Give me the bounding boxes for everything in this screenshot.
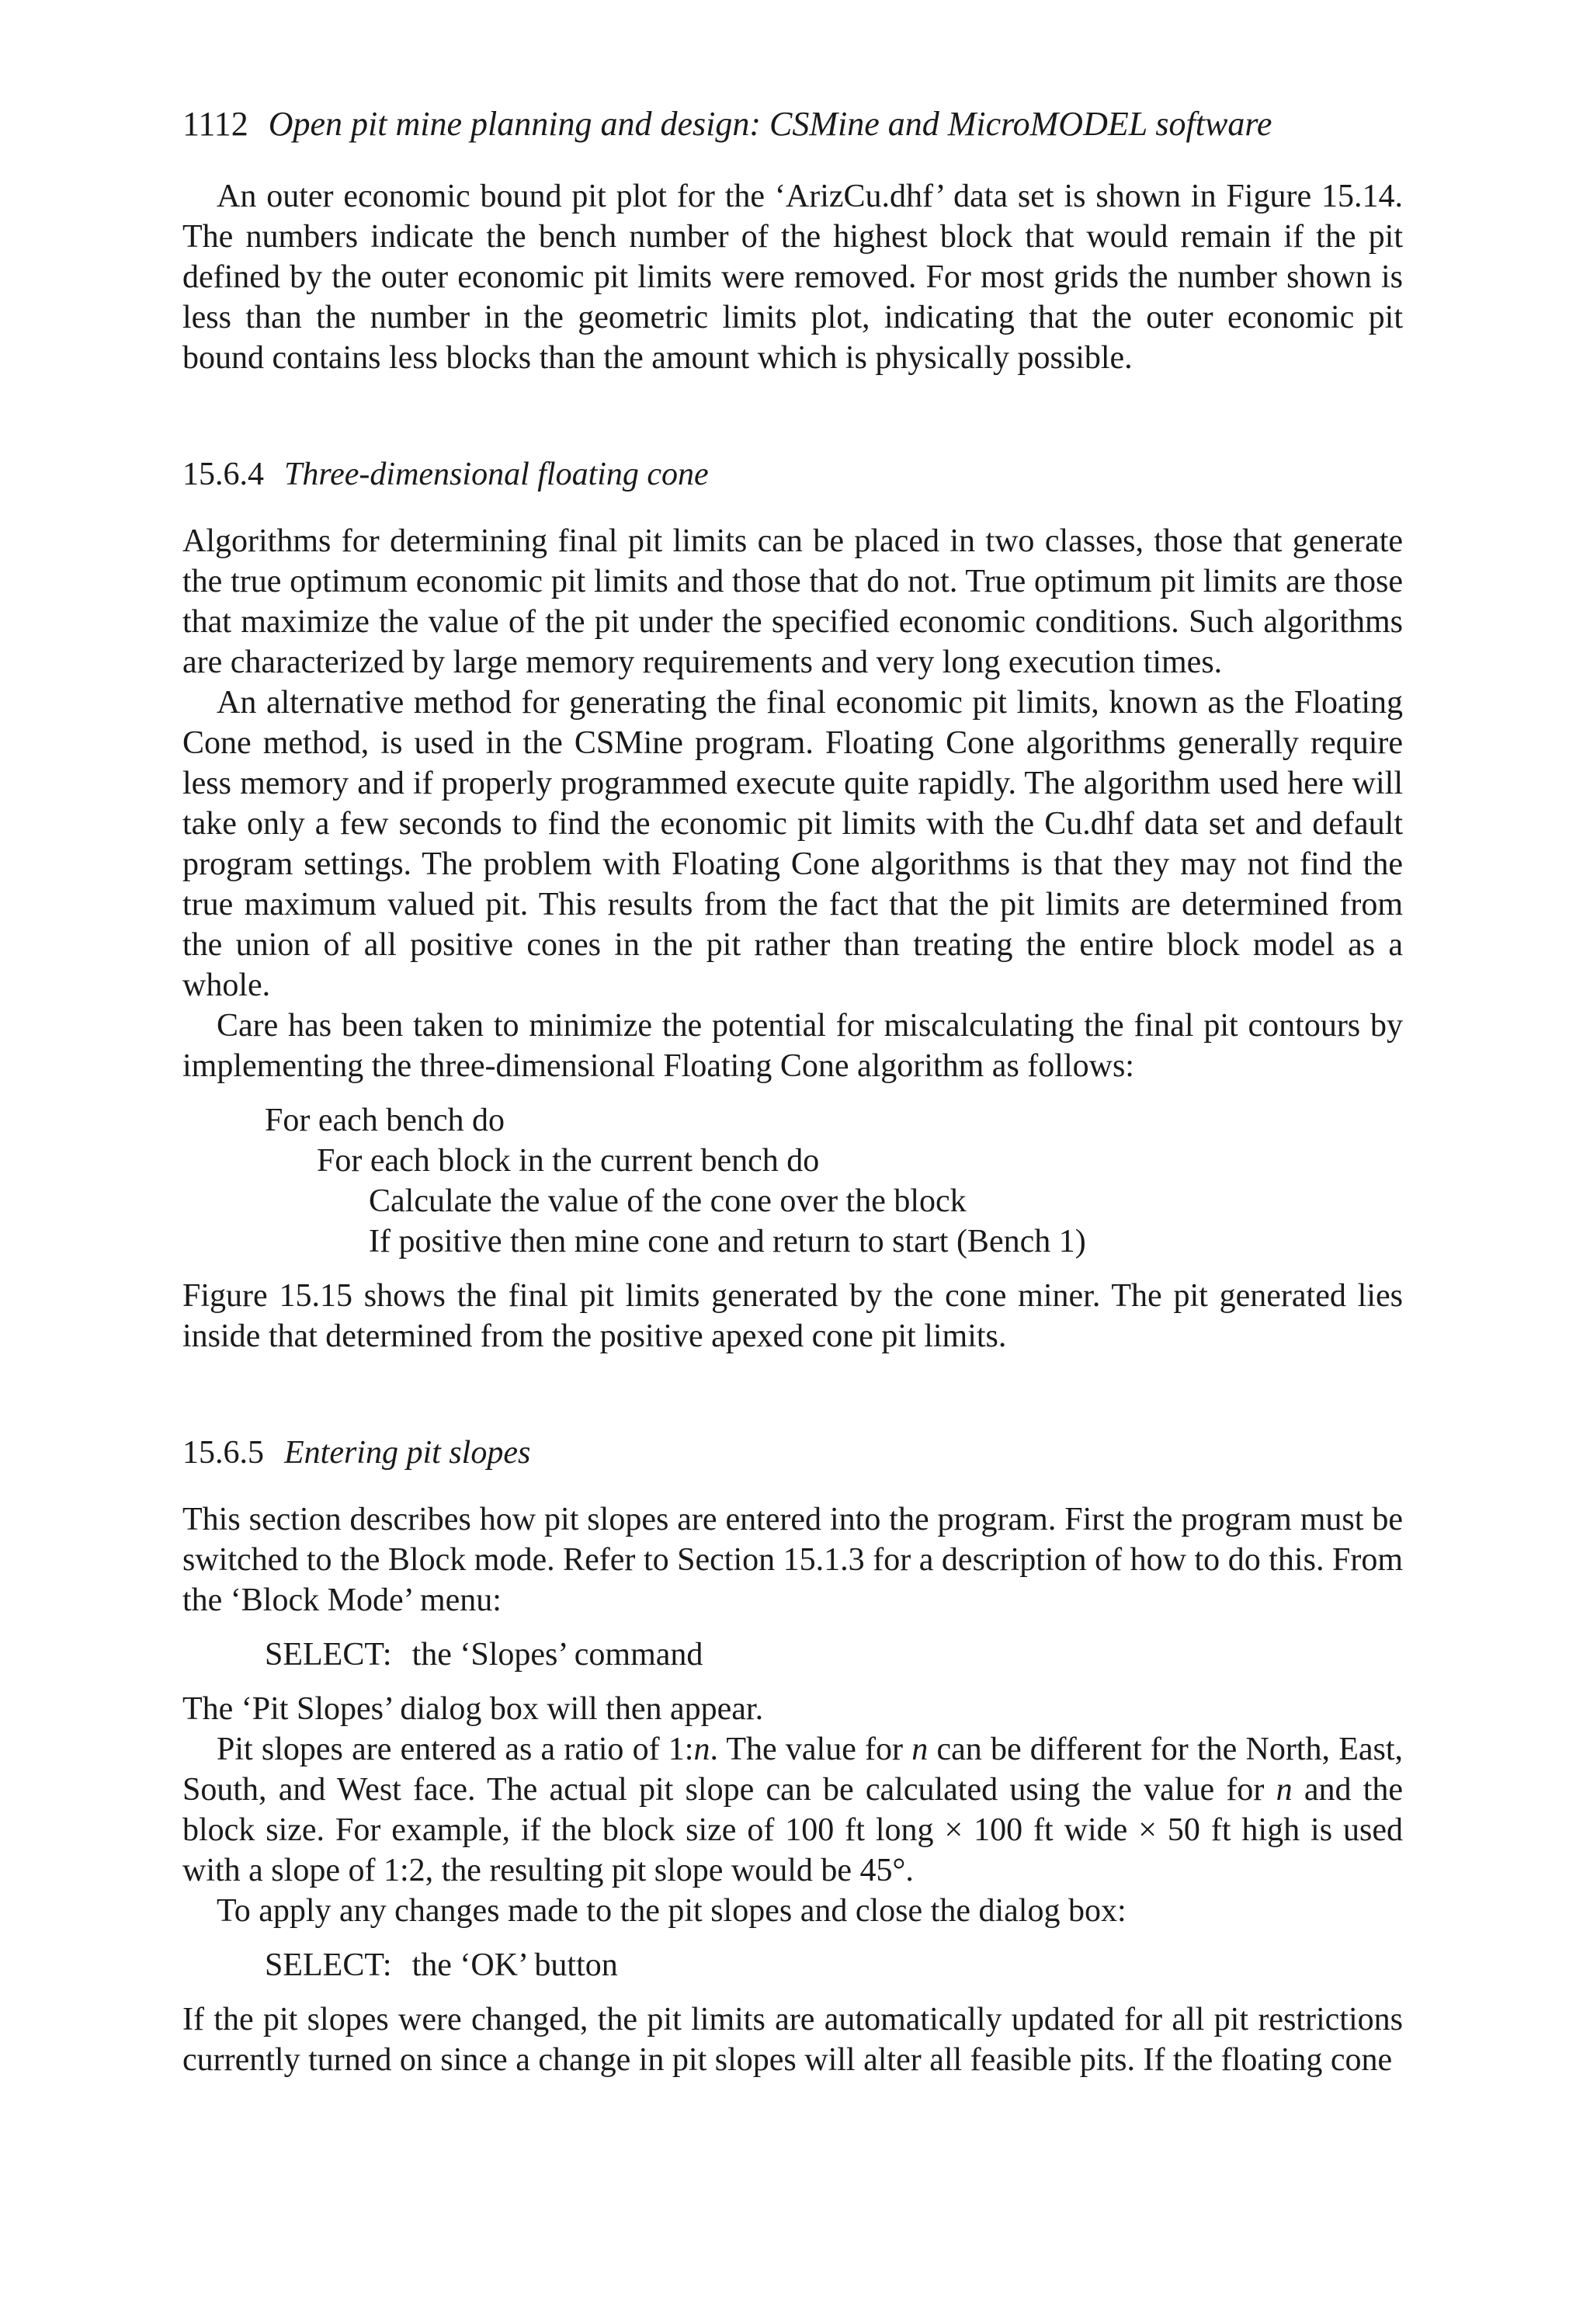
algorithm-line: Calculate the value of the cone over the block xyxy=(369,1183,967,1219)
section-heading-floating-cone xyxy=(182,454,1403,495)
select-text: the ‘OK’ button xyxy=(411,1947,618,1983)
paragraph-algorithm-classes: Algorithms for determining final pit limits can be placed in two classes, those that generate the true optimum economic pit limits and those that do not. True optimum pit limits are those that maximize the value of the pit under the specified economic conditions. Such algorithms are characterized by large memory requirements and very long execution times. xyxy=(182,523,1403,680)
paragraph-dialog-appears: The ‘Pit Slopes’ dialog box will then appear. xyxy=(182,1691,764,1727)
running-header xyxy=(182,101,1403,148)
page xyxy=(182,101,1403,2080)
paragraph-outer-economic-bound: An outer economic bound pit plot for the ‘ArizCu.dhf’ data set is shown in Figure 15.14. The numbers indicate the bench number of the highest block that would remain if the pit defined by the outer economic pit limits were removed. For most grids the number shown is less than the number in the geometric limits plot, indicating that the outer economic pit bound contains less blocks than the amount which is physically possible. xyxy=(182,179,1403,376)
paragraph-pit-slope-ratio: Pit slopes are entered as a ratio of 1:n. The value for n can be different for the North, East, South, and West face. The actual pit slope can be calculated using the value for n and the block size. For example, if the block size of 100 ft long × 100 ft wide × 50 ft high is used with a slope of 1:2, the resulting pit slope would be 45°. xyxy=(182,1732,1404,1888)
running-title: Open pit mine planning and design: CSMine and MicroMODEL software xyxy=(268,105,1272,143)
paragraph-apply-changes: To apply any changes made to the pit slopes and close the dialog box: xyxy=(217,1893,1127,1929)
algorithm-line: For each bench do xyxy=(265,1103,505,1138)
paragraph-care-taken: Care has been taken to minimize the potential for miscalculating the final pit contours by implementing the three-dimensional Floating Cone algorithm as follows: xyxy=(182,1008,1403,1084)
select-step-slopes xyxy=(182,1634,1403,1675)
select-keyword: SELECT: xyxy=(265,1947,392,1983)
paragraph-figure-15-15: Figure 15.15 shows the final pit limits generated by the cone miner. The pit generated lies inside that determined from the positive apexed cone pit limits. xyxy=(182,1278,1403,1354)
paragraph-pit-slopes-intro: This section describes how pit slopes are entered into the program. First the program must be switched to the Block mode. Refer to Section 15.1.3 for a description of how to do this. From the ‘Block Mode’ menu: xyxy=(182,1502,1403,1618)
select-keyword: SELECT: xyxy=(265,1637,392,1673)
algorithm-listing xyxy=(182,1100,1403,1262)
select-text: the ‘Slopes’ command xyxy=(411,1637,703,1673)
section-title: Entering pit slopes xyxy=(284,1435,531,1471)
algorithm-line: If positive then mine cone and return to start (Bench 1) xyxy=(369,1224,1086,1259)
paragraph-floating-cone-method: An alternative method for generating the final economic pit limits, known as the Floating Cone method, is used in the CSMine program. Floating Cone algorithms generally require less memory and if properly programmed execute quite rapidly. The algorithm used here will take only a few seconds to find the economic pit limits with the Cu.dhf data set and default program settings. The problem with Floating Cone algorithms is that they may not find the true maximum valued pit. This results from the fact that the pit limits are determined from the union of all positive cones in the pit rather than treating the entire block model as a whole. xyxy=(182,685,1403,1003)
section-title: Three-dimensional floating cone xyxy=(284,457,709,492)
page-number: 1112 xyxy=(182,105,248,143)
select-step-ok xyxy=(182,1945,1403,1985)
section-heading-pit-slopes xyxy=(182,1433,1403,1473)
algorithm-line: For each block in the current bench do xyxy=(317,1143,820,1179)
paragraph-slopes-changed: If the pit slopes were changed, the pit limits are automatically updated for all pit restrictions currently turned on since a change in pit slopes will alter all feasible pits. If the floating cone xyxy=(182,2002,1403,2078)
section-number: 15.6.5 xyxy=(182,1435,264,1471)
section-number: 15.6.4 xyxy=(182,457,264,492)
